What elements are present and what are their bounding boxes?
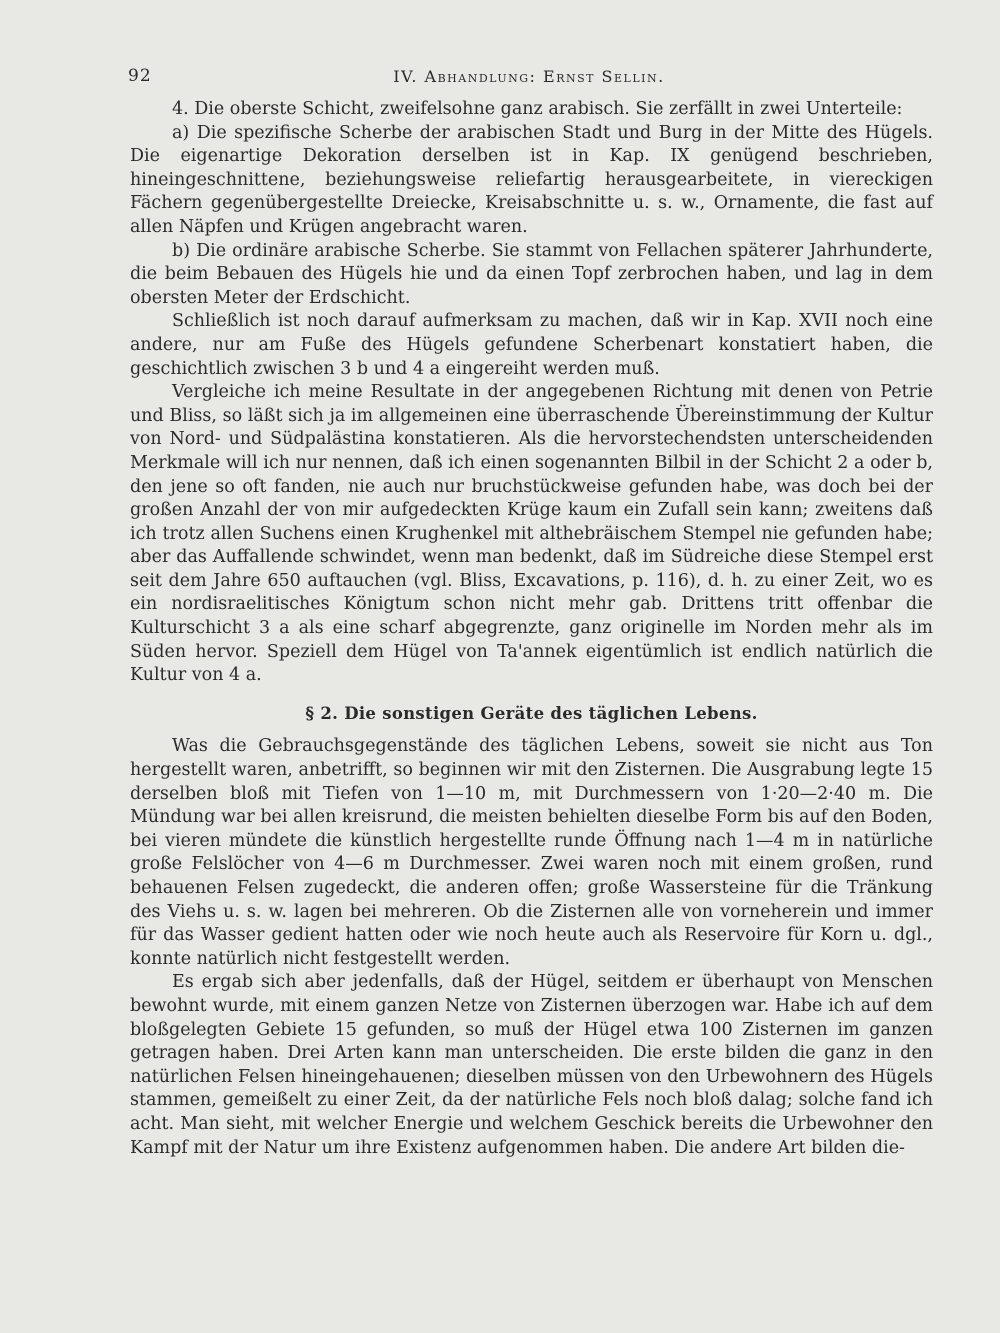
paragraph-closing-note: Schließlich ist noch darauf aufmerksam zu machen, daß wir in Kap. XVII noch eine andere, nur am Fuße des Hügels gefundene Scherbenart konstatiert haben, die geschichtlich zwischen 3 b und 4 a eingereiht werden muß. xyxy=(130,311,933,379)
running-head: IV. Abhandlung: Ernst Sellin. xyxy=(393,67,665,86)
page-header xyxy=(128,66,930,94)
paragraph-sub-a: a) Die spezifische Scherbe der arabischen Stadt und Burg in der Mitte des Hügels. Die eigenartige Dekoration derselben ist in Kap. IX genügend beschrieben, hineingeschnittene, beziehungsweise reliefartig herausgearbeitete, in viereckigen Fächern gegenübergestellte Dreiecke, Kreisabschnitte u. s. w., Ornamente, die fast auf allen Näpfen und Krügen angebracht waren. xyxy=(130,122,933,237)
page-number: 92 xyxy=(128,66,152,86)
body-text xyxy=(130,98,933,1160)
section-heading: § 2. Die sonstigen Geräte des täglichen Lebens. xyxy=(305,703,758,723)
paragraph-comparison: Vergleiche ich meine Resultate in der angegebenen Richtung mit denen von Petrie und Bliss, so läßt sich ja im allgemeinen eine überraschende Übereinstimmung der Kultur von Nord- und Südpalästina konstatieren. Als die hervorstechendsten unterscheidenden Merkmale will ich nur nennen, daß ich einen sogenannten Bilbil in der Schicht 2 a oder b, den jene so oft fanden, nie auch nur bruchstückweise gefunden habe, was doch bei der großen Anzahl der von mir aufgedeckten Krüge kaum ein Zufall sein kann; zweitens daß ich trotz allen Suchens einen Krughenkel mit althebräischem Stempel nie gefunden habe; aber das Auffallende schwindet, wenn man bedenkt, daß im Südreiche diese Stempel erst seit dem Jahre 650 auftauchen (vgl. Bliss, Excavations, p. 116), d. h. zu einer Zeit, wo es ein nordisraelitisches Königtum schon nicht mehr gab. Drittens tritt offenbar die Kulturschicht 3 a als eine scharf abgegrenzte, ganz originelle im Norden mehr als im Süden hervor. Speziell dem Hügel von Ta'annek eigentümlich ist endlich natürlich die Kultur von 4 a. xyxy=(130,382,933,686)
paragraph-cistern-network: Es ergab sich aber jedenfalls, daß der Hügel, seitdem er überhaupt von Menschen bewohnt wurde, mit einem ganzen Netze von Zisternen überzogen war. Habe ich auf dem bloßgelegten Gebiete 15 gefunden, so muß der Hügel etwa 100 Zisternen im ganzen getragen haben. Drei Arten kann man unterscheiden. Die erste bilden die ganz in den natürlichen Felsen hineingehauenen; dieselben müssen von den Urbewohnern des Hügels stammen, gemeißelt zu einer Zeit, da der natürliche Fels noch bloß dalag; solche fand ich acht. Man sieht, mit welcher Energie und welchem Geschick bereits die Urbewohner den Kampf mit der Natur um ihre Existenz aufgenommen haben. Die andere Art bilden die- xyxy=(130,972,933,1158)
paragraph-sub-b: b) Die ordinäre arabische Scherbe. Sie stammt von Fellachen späterer Jahrhunderte, die beim Bebauen des Hügels hie und da einen Topf zerbrochen haben, und lag in dem obersten Meter der Erdschicht. xyxy=(130,240,933,308)
paragraph-cisterns: Was die Gebrauchsgegenstände des täglichen Lebens, soweit sie nicht aus Ton hergestellt waren, anbetrifft, so beginnen wir mit den Zisternen. Die Ausgrabung legte 15 derselben bloß mit Tiefen von 1—10 m, mit Durchmessern von 1·20—2·40 m. Die Mündung war bei allen kreisrund, die meisten behielten dieselbe Form bis auf den Boden, bei vieren mündete die künstlich hergestellte runde Öffnung nach 1—4 m in natürliche große Felslöcher von 4—6 m Durchmesser. Zwei waren noch mit einem großen, rund behauenen Felsen zugedeckt, die anderen offen; große Wassersteine für die Tränkung des Viehs u. s. w. lagen bei mehreren. Ob die Zisternen alle von vorneherein und immer für das Wasser gedient hatten oder wie noch heute auch als Reservoire für Korn u. dgl., konnte natürlich nicht festgestellt werden. xyxy=(130,736,933,969)
paragraph-layer-4: 4. Die oberste Schicht, zweifelsohne ganz arabisch. Sie zerfällt in zwei Unterteile: xyxy=(172,99,903,119)
